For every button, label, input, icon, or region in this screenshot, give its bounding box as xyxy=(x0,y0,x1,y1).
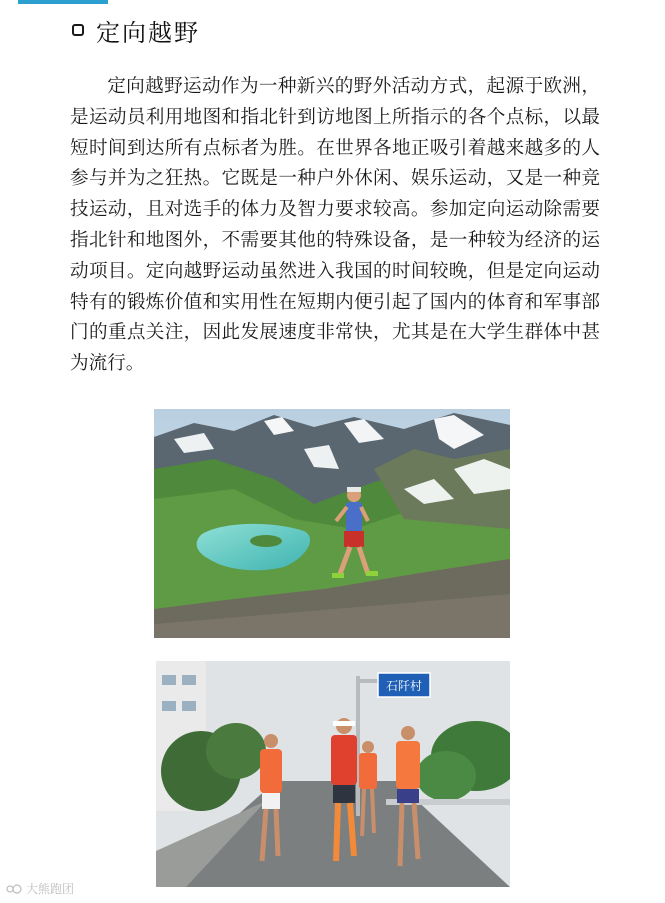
watermark xyxy=(6,880,74,897)
mountain-runner-photo xyxy=(154,409,510,638)
body-paragraph: 定向越野运动作为一种新兴的野外活动方式，起源于欧洲，是运动员利用地图和指北针到访地图上所指示的各个点标，以最短时间到达所有点标者为胜。在世界各地正吸引着越来越多的人参与并为之狂热。它既是一种户外休闲、娱乐运动，又是一种竞技运动，且对选手的体力及智力要求较高。参加定向运动除需要指北针和地图外，不需要其他的特殊设备，是一种较为经济的运动项目。定向越野运动虽然进入我国的时间较晚，但是定向运动特有的锻炼价值和实用性在短期内便引起了国内的体育和军事部门的重点关注，因此发展速度非常快，尤其是在大学生群体中甚为流行。 xyxy=(70,76,600,375)
section-title: 定向越野 xyxy=(96,18,200,47)
square-bullet-icon xyxy=(72,24,84,36)
road-runners-photo xyxy=(156,661,510,887)
section-heading xyxy=(72,12,200,48)
top-accent-bar xyxy=(18,0,108,4)
road-sign-text: 石阡村 xyxy=(385,679,423,693)
watermark-text: 大熊跑团 xyxy=(26,882,75,896)
bear-logo-icon xyxy=(6,883,22,895)
